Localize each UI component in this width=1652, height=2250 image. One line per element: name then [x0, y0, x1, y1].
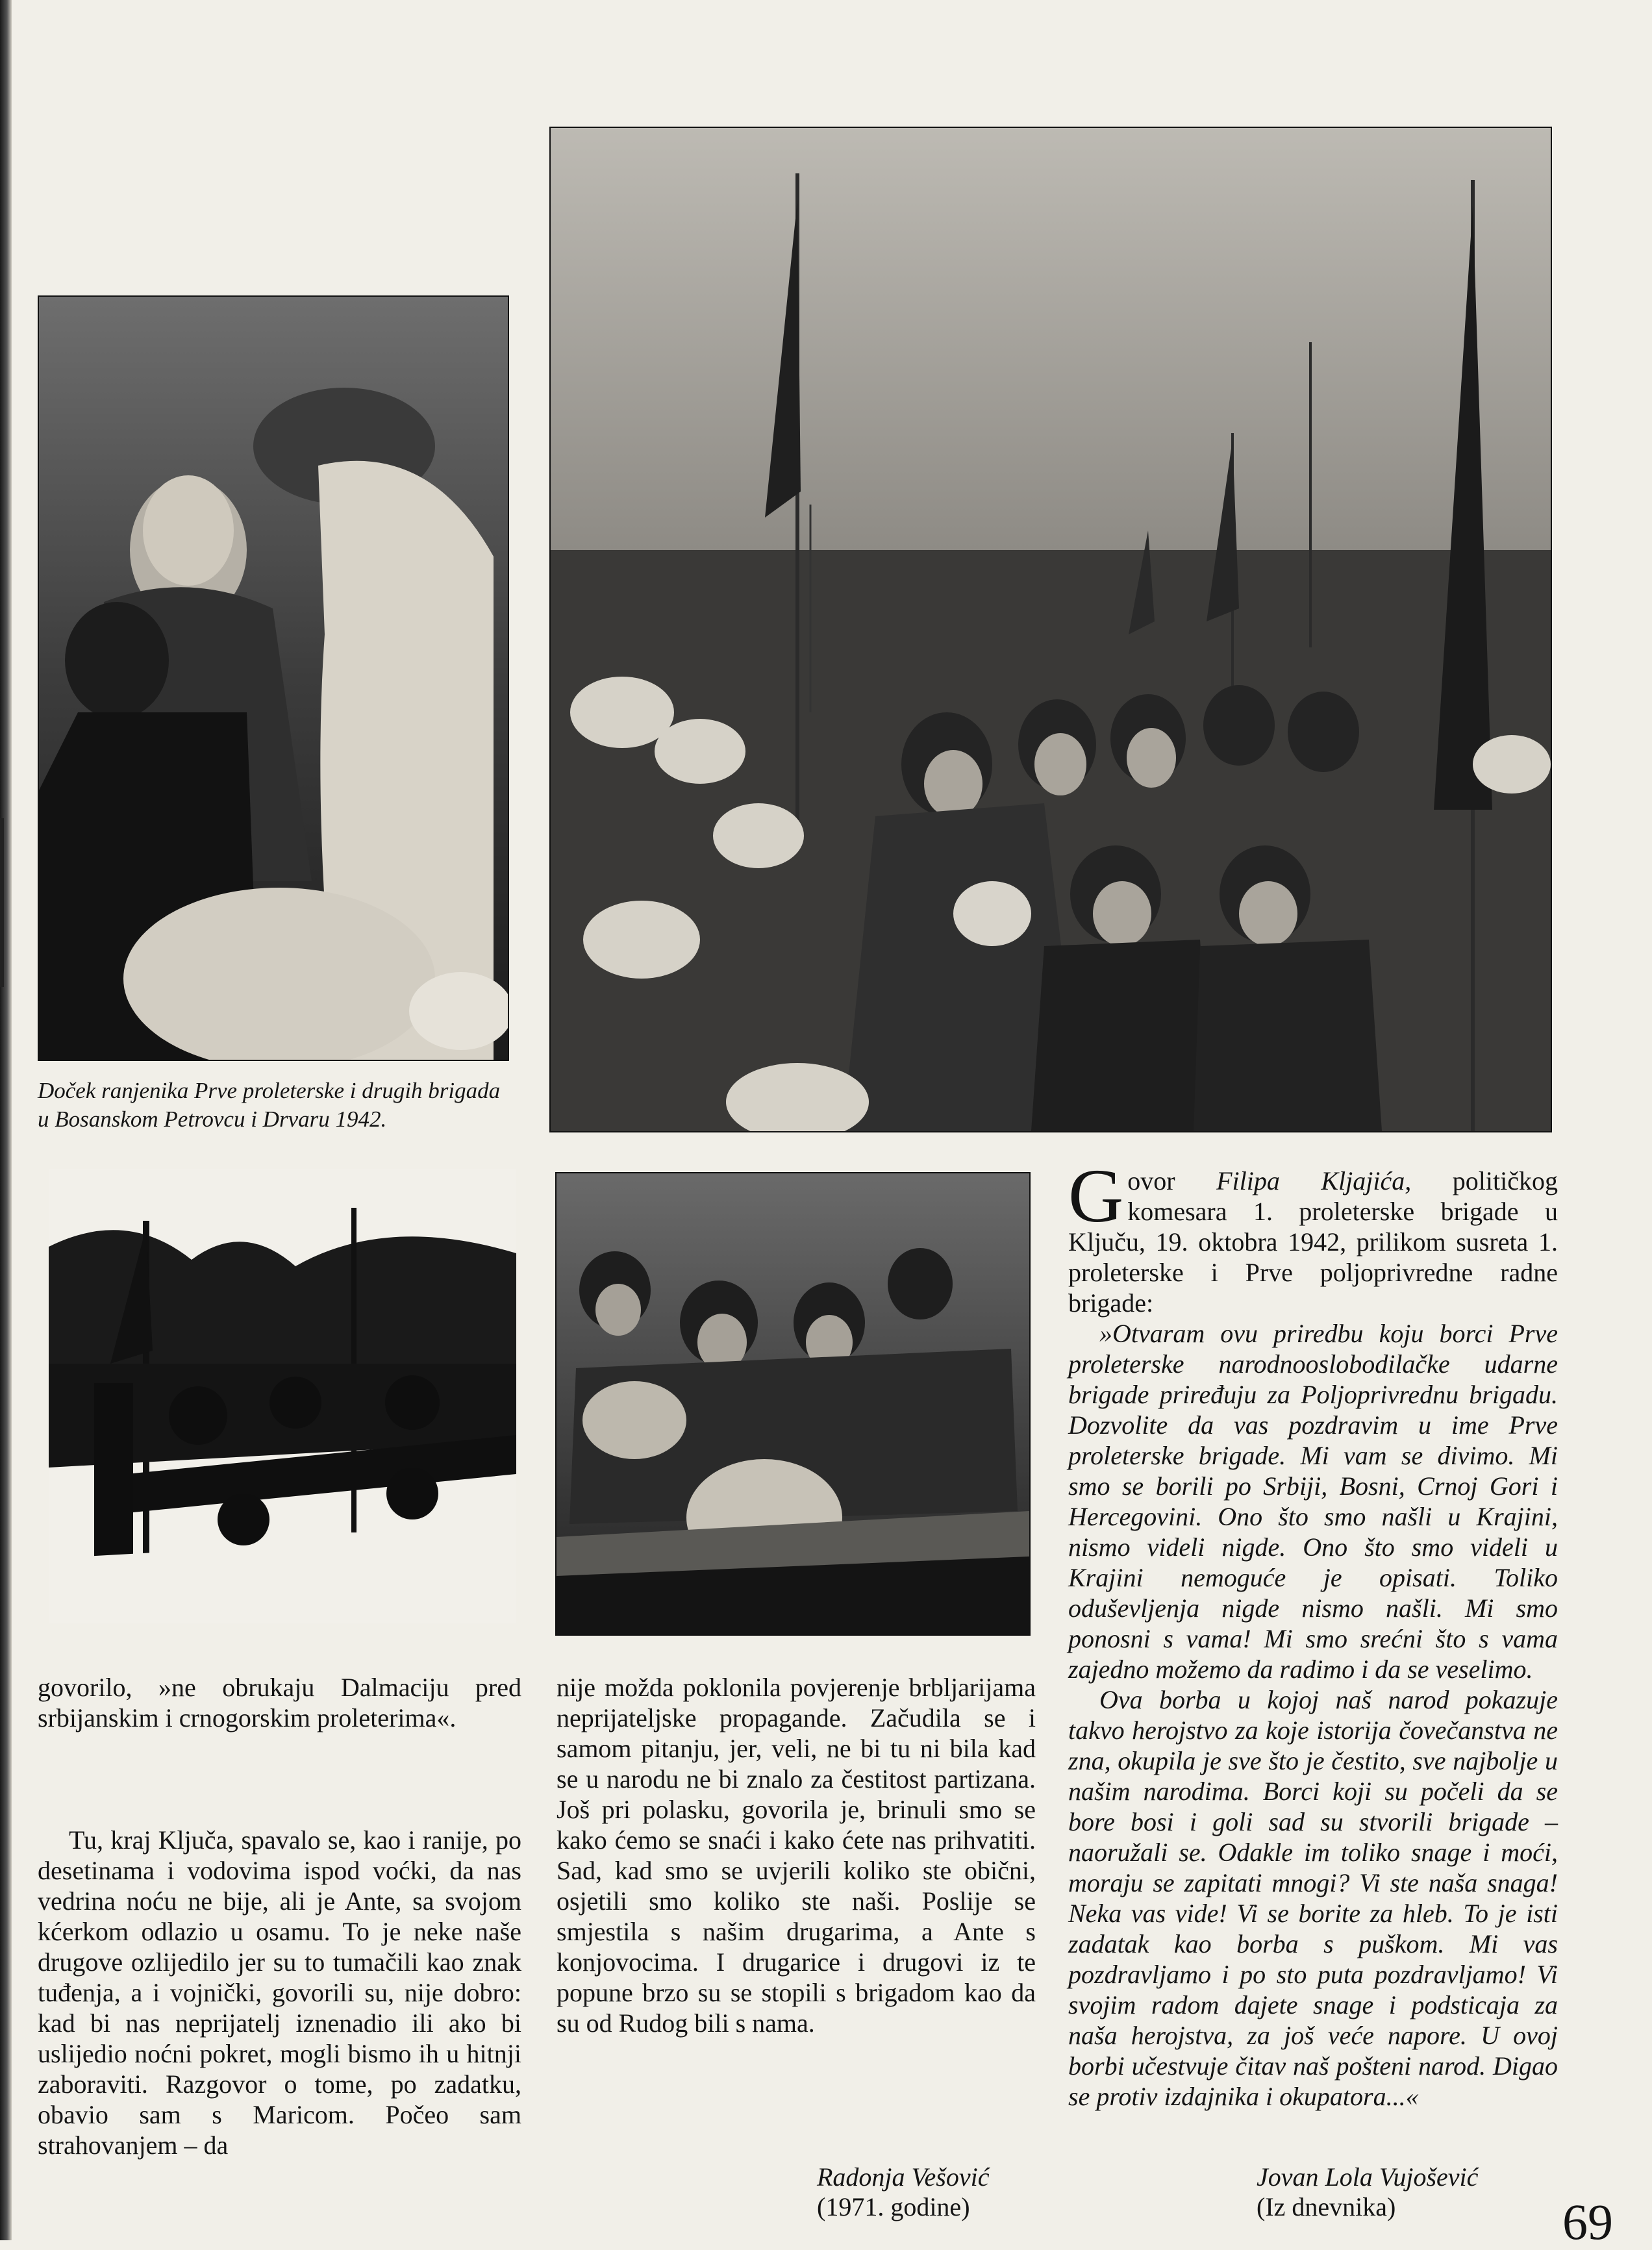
- middle-source: (1971. godine): [817, 2192, 970, 2221]
- photo-wagons-flags: [49, 1169, 516, 1623]
- right-column-text: [1068, 1153, 1558, 2112]
- right-author: Jovan Lola Vujošević: [1257, 2162, 1479, 2192]
- intro-text-1: ovor: [1127, 1166, 1217, 1195]
- speech-paragraph-1: »Otvaram ovu priredbu koju borci Prve proleterske narodnooslobodilačke udarne brigade priređuju za Poljoprivrednu brigadu. Dozvolite da vas pozdravim u ime Prve proleterske brigade. Mi vam se divimo. Mi smo se borili po Srbiji, Bosni, Crnoj Gori i Hercegovini. Ono što smo našli u Krajini, nismo videli nigde. Ono što smo videli u Krajini nemoguće je opisati. Toliko oduševljenja nigde nismo našli. Mi smo ponosni s vama! Mi smo srećni što s vama zajedno možemo da radimo i da se veselimo.: [1068, 1319, 1558, 1684]
- caption-welcome-wounded: Doček ranjenika Prve proleterske i drugih brigada u Bosanskom Petrovcu i Drvaru 1942.: [38, 1078, 501, 1132]
- page-number: 69: [1562, 2194, 1613, 2250]
- middle-column-text: [557, 1672, 1036, 2038]
- dropcap-letter: G: [1068, 1153, 1124, 1238]
- left-column-text: [38, 1672, 521, 2160]
- middle-author: Radonja Vešović: [817, 2162, 990, 2192]
- left-paragraph: Tu, kraj Ključa, spavalo se, kao i ranije, po desetinama i vodovima ispod voćki, da nas vedrina noću ne bije, ali je Ante, sa svojom kćerkom odlazio u osamu. To je neke naše drugove ozlijedilo jer su to tumačili kao znak tuđenja, a i vojnički, govorili su, nije dobro: kad bi nas neprijatelj iznenadio ili ako bi uslijedio noćni pokret, mogli bismo ih u hitnji zaboraviti. Razgovor o tome, po zadatku, obavio sam s Maricom. Počeo sam strahovanjem – da: [38, 1825, 521, 2160]
- photo-welcome-wounded: [38, 295, 509, 1061]
- intro-name: Filipa Kljajića,: [1216, 1166, 1412, 1195]
- right-source: (Iz dnevnika): [1257, 2192, 1396, 2221]
- middle-paragraph: nije možda poklonila povjerenje brbljarijama neprijateljske propagande. Začudila se i samom pitanju, jer, veli, ne bi tu ni bila kad se u narodu ne bi znalo za čestitost partizana. Još pri polasku, govorila je, brinuli smo se kako ćemo se snaći i kako ćete nas prihvatiti. Sad, kad smo se uvjerili koliko ste obični, osjetili smo koliko ste naši. Poslije se smjestila s našim drugarima, a Ante s konjovocima. I drugarice i drugovi iz te popune brzo su se stopili s brigadom kao da su od Rudog bili s nama.: [557, 1673, 1036, 2038]
- page-binding-edge: [0, 0, 12, 2240]
- photo-brigade-column: [549, 127, 1552, 1132]
- right-signature: [1257, 2162, 1478, 2222]
- middle-signature: [817, 2162, 990, 2222]
- photo-wagon-fighters: [555, 1172, 1031, 1636]
- speech-paragraph-2: Ova borba u kojoj naš narod pokazuje takvo herojstvo za koje istorija čovečanstva ne zna, okupila je sve što je čestito, sve najbolje u našim narodima. Borci koji su počeli da se bore bosi i goli sad su stvorili brigade – naoružali se. Odakle im toliko snage i moći, moraju se zapitati mnogi? Vi ste naša snaga! Neka vas vide! Vi se borite za hleb. To je isti zadatak kao borba s puškom. Mi vas pozdravljamo i po sto puta pozdravljamo! Vi svojim radom dajete snage i podsticaja za naša herojstva, za još veće napore. U ovoj borbi učestvuje čitav naš pošteni narod. Digao se protiv izdajnika i okupatora...«: [1068, 1685, 1558, 2111]
- left-continuation: govorilo, »ne obrukaju Dalmaciju pred srbijanskim i crnogorskim proleterima«.: [38, 1673, 521, 1732]
- page-binding-strip: [0, 818, 4, 987]
- right-intro: [1068, 1153, 1558, 1318]
- intro-text-2: političkog komesara 1. proleterske brigade u Ključu, 19. oktobra 1942, prilikom susreta 1. proleterske i Prve poljoprivredne radne brigade:: [1068, 1166, 1558, 1318]
